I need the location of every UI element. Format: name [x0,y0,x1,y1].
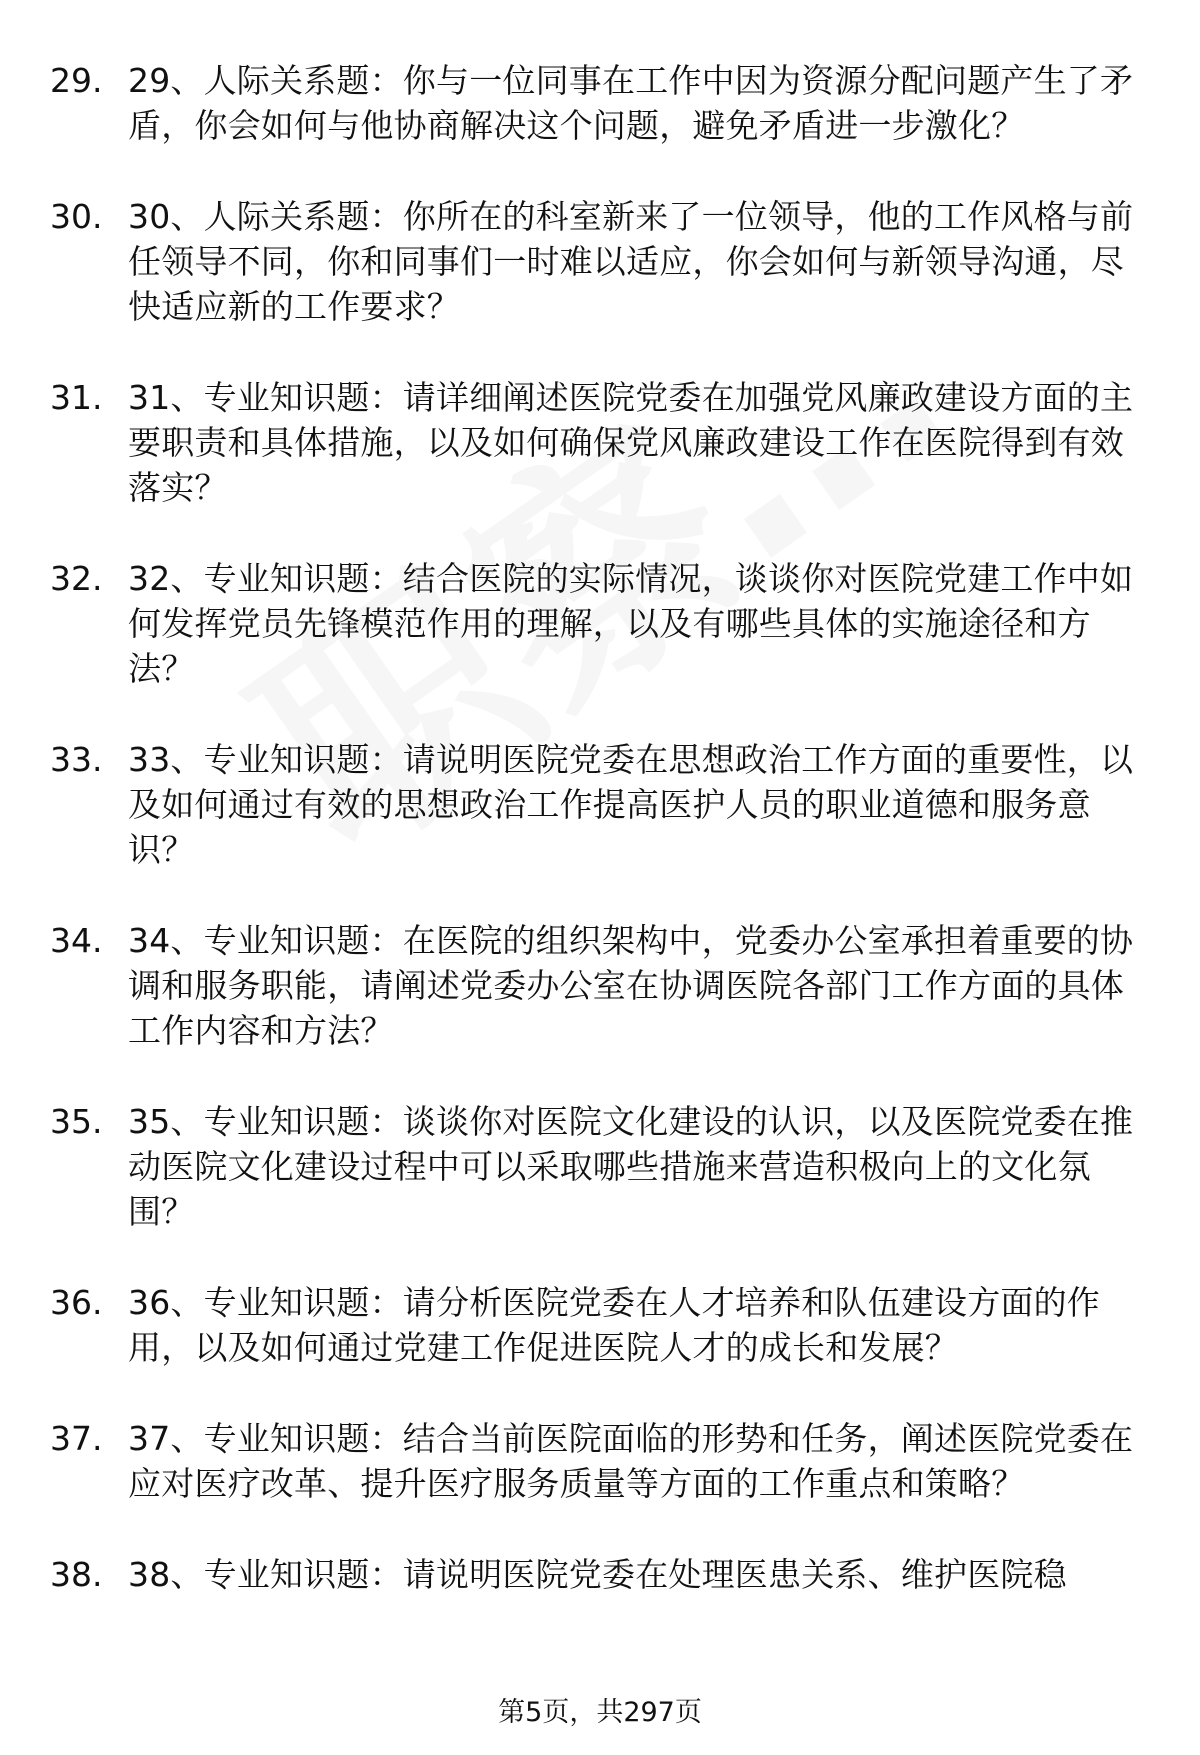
question-text: 32、专业知识题：结合医院的实际情况，谈谈你对医院党建工作中如何发挥党员先锋模范作用的理解，以及有哪些具体的实施途径和方法？ [128,559,1134,688]
question-item-38 [50,1552,1152,1597]
question-text: 37、专业知识题：结合当前医院面临的形势和任务，阐述医院党委在应对医疗改革、提升医疗服务质量等方面的工作重点和策略？ [128,1419,1134,1503]
question-text: 38、专业知识题：请说明医院党委在处理医患关系、维护医院稳 [128,1555,1067,1594]
question-number: 29. [50,61,103,100]
page-footer: 第5页，共297页 [498,1697,702,1728]
question-number: 38. [50,1555,103,1594]
question-number: 32. [50,559,103,598]
question-text: 36、专业知识题：请分析医院党委在人才培养和队伍建设方面的作用，以及如何通过党建工作促进医院人才的成长和发展？ [128,1283,1100,1367]
question-number: 37. [50,1419,103,1458]
question-text: 35、专业知识题：谈谈你对医院文化建设的认识，以及医院党委在推动医院文化建设过程中可以采取哪些措施来营造积极向上的文化氛围？ [128,1102,1134,1231]
question-number: 36. [50,1283,103,1322]
question-text: 34、专业知识题：在医院的组织架构中，党委办公室承担着重要的协调和服务职能，请阐述党委办公室在协调医院各部门工作方面的具体工作内容和方法？ [128,921,1134,1050]
question-item-29 [50,58,1152,148]
question-number: 34. [50,921,103,960]
question-number: 30. [50,197,103,236]
question-text: 31、专业知识题：请详细阐述医院党委在加强党风廉政建设方面的主要职责和具体措施，以及如何确保党风廉政建设工作在医院得到有效落实？ [128,378,1134,507]
question-item-37 [50,1416,1152,1506]
question-number: 31. [50,378,103,417]
question-text: 30、人际关系题：你所在的科室新来了一位领导，他的工作风格与前任领导不同，你和同事们一时难以适应，你会如何与新领导沟通，尽快适应新的工作要求？ [128,197,1134,326]
question-text: 29、人际关系题：你与一位同事在工作中因为资源分配问题产生了矛盾，你会如何与他协商解决这个问题，避免矛盾进一步激化？ [128,61,1134,145]
question-item-36 [50,1280,1152,1370]
question-item-35 [50,1099,1152,1234]
question-item-32 [50,556,1152,691]
question-number: 33. [50,740,103,779]
question-item-30 [50,194,1152,329]
question-text: 33、专业知识题：请说明医院党委在思想政治工作方面的重要性，以及如何通过有效的思想政治工作提高医护人员的职业道德和服务意识？ [128,740,1134,869]
question-number: 35. [50,1102,103,1141]
question-item-31 [50,375,1152,510]
question-item-34 [50,918,1152,1053]
question-item-33 [50,737,1152,872]
question-list [50,58,1152,1597]
